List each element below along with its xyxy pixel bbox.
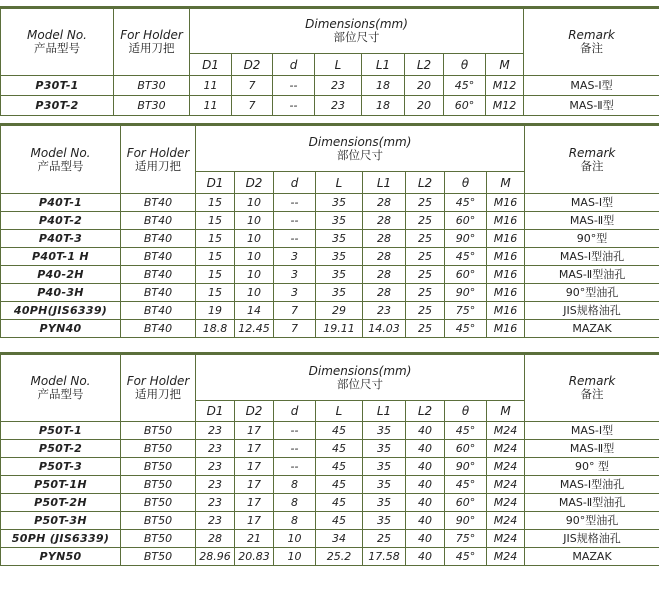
remark-header-zh: 备注	[580, 387, 604, 402]
m-cell: M24	[487, 476, 525, 494]
model-cell: PYN50	[1, 548, 121, 566]
d2-cell: 10	[235, 266, 274, 284]
l-cell: 29	[316, 302, 363, 320]
model-cell: 40PH(JIS6339)	[1, 302, 121, 320]
d1-cell: 23	[196, 458, 235, 476]
remark-cell: 90° 型	[525, 458, 659, 476]
theta-cell: 60°	[445, 212, 487, 230]
model-cell: P40-3H	[1, 284, 121, 302]
model-header-en: Model No.	[27, 28, 87, 43]
theta-cell: 45°	[445, 476, 487, 494]
l-cell: 45	[316, 476, 363, 494]
d2-cell: 17	[235, 512, 274, 530]
l1-cell: 14.03	[363, 320, 406, 338]
theta-cell: 60°	[445, 494, 487, 512]
remark-cell: 90°型油孔	[525, 512, 659, 530]
m-cell: M16	[487, 302, 525, 320]
table-row	[1, 76, 659, 96]
d1-cell: 15	[196, 266, 235, 284]
theta-cell: 45°	[444, 76, 486, 96]
remark-cell: MAS-Ⅱ型油孔	[525, 266, 659, 284]
model-cell: PYN40	[1, 320, 121, 338]
l-cell: 25.2	[316, 548, 363, 566]
m-cell: M12	[486, 76, 524, 96]
col-theta: θ	[445, 172, 487, 194]
col-m: M	[486, 54, 524, 76]
dimensions-header	[196, 125, 525, 172]
d1-cell: 28.96	[196, 548, 235, 566]
holder-cell: BT40	[121, 320, 196, 338]
holder-cell: BT40	[121, 248, 196, 266]
model-header	[1, 354, 121, 422]
remark-cell: 90°型	[525, 230, 659, 248]
d2-cell: 21	[235, 530, 274, 548]
holder-cell: BT50	[121, 476, 196, 494]
dimensions-header-zh: 部位尺寸	[337, 376, 384, 391]
remark-cell: MAS-Ⅰ型油孔	[525, 248, 659, 266]
model-cell: P50T-2H	[1, 494, 121, 512]
l2-cell: 20	[405, 76, 444, 96]
model-header	[1, 8, 114, 76]
m-cell: M16	[487, 194, 525, 212]
theta-cell: 90°	[445, 284, 487, 302]
l1-cell: 35	[363, 422, 406, 440]
d1-cell: 15	[196, 284, 235, 302]
table-row	[1, 548, 659, 566]
l-cell: 23	[315, 76, 362, 96]
remark-cell: MAS-Ⅰ型油孔	[525, 476, 659, 494]
d-cell: 3	[274, 284, 316, 302]
l2-cell: 40	[406, 440, 445, 458]
theta-cell: 75°	[445, 302, 487, 320]
d-cell: 3	[274, 248, 316, 266]
d1-cell: 23	[196, 512, 235, 530]
table-row	[1, 440, 659, 458]
d-cell: 8	[274, 494, 316, 512]
l-cell: 45	[316, 494, 363, 512]
model-cell: P50T-3	[1, 458, 121, 476]
col-d2: D2	[235, 401, 274, 422]
model-cell: 50PH (JIS6339)	[1, 530, 121, 548]
remark-header-zh: 备注	[580, 41, 604, 56]
remark-header	[524, 8, 659, 76]
d1-cell: 28	[196, 530, 235, 548]
l1-cell: 35	[363, 512, 406, 530]
col-l2: L2	[405, 54, 444, 76]
m-cell: M24	[487, 440, 525, 458]
l-cell: 35	[316, 194, 363, 212]
l1-cell: 35	[363, 476, 406, 494]
remark-header-en: Remark	[568, 374, 616, 389]
model-header	[1, 125, 121, 194]
table-row	[1, 320, 659, 338]
col-l2: L2	[406, 401, 445, 422]
holder-header	[121, 125, 196, 194]
l1-cell: 35	[363, 494, 406, 512]
model-cell: P50T-1H	[1, 476, 121, 494]
m-cell: M24	[487, 512, 525, 530]
l-cell: 35	[316, 284, 363, 302]
d1-cell: 15	[196, 212, 235, 230]
remark-header	[525, 354, 659, 422]
d1-cell: 15	[196, 248, 235, 266]
theta-cell: 90°	[445, 458, 487, 476]
table-row	[1, 302, 659, 320]
theta-cell: 60°	[445, 266, 487, 284]
holder-cell: BT50	[121, 458, 196, 476]
d-cell: 7	[274, 320, 316, 338]
d-cell: --	[274, 422, 316, 440]
col-theta: θ	[444, 54, 486, 76]
holder-cell: BT40	[121, 230, 196, 248]
col-d2: D2	[232, 54, 273, 76]
m-cell: M16	[487, 266, 525, 284]
model-cell: P50T-3H	[1, 512, 121, 530]
dimensions-header-zh: 部位尺寸	[337, 147, 384, 162]
d2-cell: 12.45	[235, 320, 274, 338]
holder-cell: BT50	[121, 422, 196, 440]
d1-cell: 19	[196, 302, 235, 320]
m-cell: M16	[487, 212, 525, 230]
l1-cell: 23	[363, 302, 406, 320]
d2-cell: 17	[235, 476, 274, 494]
d2-cell: 10	[235, 212, 274, 230]
m-cell: M16	[487, 284, 525, 302]
table-row	[1, 212, 659, 230]
d-cell: 7	[274, 302, 316, 320]
table-row	[1, 248, 659, 266]
model-cell: P50T-2	[1, 440, 121, 458]
d1-cell: 23	[196, 476, 235, 494]
d-cell: 3	[274, 266, 316, 284]
holder-header-en: For Holder	[126, 145, 190, 160]
l-cell: 19.11	[316, 320, 363, 338]
bt40-body	[1, 194, 659, 338]
m-cell: M24	[487, 458, 525, 476]
remark-cell: 90°型油孔	[525, 284, 659, 302]
holder-cell: BT30	[114, 96, 190, 116]
l-cell: 23	[315, 96, 362, 116]
remark-cell: JIS规格油孔	[525, 302, 659, 320]
l2-cell: 25	[406, 320, 445, 338]
l1-cell: 35	[363, 458, 406, 476]
d2-cell: 7	[232, 76, 273, 96]
remark-cell: MAS-Ⅱ型	[524, 96, 659, 116]
d1-cell: 23	[196, 494, 235, 512]
d2-cell: 20.83	[235, 548, 274, 566]
theta-cell: 75°	[445, 530, 487, 548]
col-l: L	[315, 54, 362, 76]
holder-header-en: For Holder	[120, 28, 183, 43]
l2-cell: 40	[406, 422, 445, 440]
l-cell: 34	[316, 530, 363, 548]
holder-header-en: For Holder	[126, 374, 190, 389]
m-cell: M24	[487, 530, 525, 548]
holder-cell: BT50	[121, 512, 196, 530]
table-row	[1, 458, 659, 476]
table-row	[1, 512, 659, 530]
m-cell: M24	[487, 548, 525, 566]
spec-table-bt40	[0, 123, 659, 338]
model-cell: P30T-2	[1, 96, 114, 116]
l1-cell: 18	[362, 96, 405, 116]
col-d1: D1	[196, 401, 235, 422]
theta-cell: 90°	[445, 512, 487, 530]
l2-cell: 40	[406, 494, 445, 512]
col-m: M	[487, 401, 525, 422]
dimensions-header-en: Dimensions(mm)	[305, 17, 408, 32]
theta-cell: 45°	[445, 248, 487, 266]
d2-cell: 10	[235, 230, 274, 248]
remark-header-en: Remark	[568, 28, 615, 43]
holder-header	[121, 354, 196, 422]
d1-cell: 15	[196, 194, 235, 212]
model-header-zh: 产品型号	[37, 387, 84, 402]
col-d: d	[273, 54, 315, 76]
remark-cell: MAS-Ⅰ型	[524, 76, 659, 96]
holder-cell: BT50	[121, 440, 196, 458]
d-cell: 8	[274, 512, 316, 530]
d-cell: --	[274, 440, 316, 458]
col-l2: L2	[406, 172, 445, 194]
holder-cell: BT40	[121, 266, 196, 284]
theta-cell: 45°	[445, 548, 487, 566]
l-cell: 35	[316, 248, 363, 266]
l2-cell: 25	[406, 266, 445, 284]
d-cell: 10	[274, 530, 316, 548]
remark-cell: MAZAK	[525, 548, 659, 566]
holder-cell: BT50	[121, 548, 196, 566]
l2-cell: 25	[406, 284, 445, 302]
l-cell: 45	[316, 422, 363, 440]
holder-header-zh: 适用刀把	[135, 158, 181, 173]
dimensions-header	[196, 354, 525, 401]
d-cell: --	[274, 194, 316, 212]
model-cell: P40-2H	[1, 266, 121, 284]
model-header-en: Model No.	[30, 145, 91, 160]
l1-cell: 28	[363, 266, 406, 284]
m-cell: M12	[486, 96, 524, 116]
col-l1: L1	[363, 401, 406, 422]
theta-cell: 45°	[445, 320, 487, 338]
col-d1: D1	[196, 172, 235, 194]
col-l: L	[316, 401, 363, 422]
l2-cell: 40	[406, 530, 445, 548]
bt50-body	[1, 422, 659, 566]
d-cell: --	[273, 96, 315, 116]
d2-cell: 17	[235, 422, 274, 440]
col-l1: L1	[363, 172, 406, 194]
l-cell: 45	[316, 458, 363, 476]
d1-cell: 23	[196, 422, 235, 440]
d-cell: --	[273, 76, 315, 96]
theta-cell: 60°	[445, 440, 487, 458]
model-header-zh: 产品型号	[37, 158, 84, 173]
d2-cell: 14	[235, 302, 274, 320]
theta-cell: 90°	[445, 230, 487, 248]
remark-cell: MAS-Ⅰ型	[525, 194, 659, 212]
col-theta: θ	[445, 401, 487, 422]
theta-cell: 45°	[445, 422, 487, 440]
l-cell: 35	[316, 266, 363, 284]
l2-cell: 25	[406, 230, 445, 248]
l1-cell: 17.58	[363, 548, 406, 566]
m-cell: M16	[487, 230, 525, 248]
holder-cell: BT40	[121, 284, 196, 302]
model-cell: P40T-3	[1, 230, 121, 248]
table-row	[1, 476, 659, 494]
col-d: d	[274, 172, 316, 194]
table-row	[1, 494, 659, 512]
l-cell: 35	[316, 230, 363, 248]
l1-cell: 28	[363, 212, 406, 230]
col-d2: D2	[235, 172, 274, 194]
l2-cell: 25	[406, 302, 445, 320]
table-row	[1, 530, 659, 548]
m-cell: M24	[487, 494, 525, 512]
holder-cell: BT40	[121, 212, 196, 230]
remark-cell: MAS-Ⅱ型	[525, 212, 659, 230]
d-cell: --	[274, 230, 316, 248]
dimensions-header	[190, 8, 524, 54]
d2-cell: 17	[235, 458, 274, 476]
holder-cell: BT30	[114, 76, 190, 96]
d2-cell: 17	[235, 494, 274, 512]
dimensions-header-zh: 部位尺寸	[333, 30, 380, 45]
m-cell: M16	[487, 248, 525, 266]
d2-cell: 10	[235, 194, 274, 212]
d-cell: 8	[274, 476, 316, 494]
l1-cell: 25	[363, 530, 406, 548]
d2-cell: 10	[235, 248, 274, 266]
col-l1: L1	[362, 54, 405, 76]
model-cell: P30T-1	[1, 76, 114, 96]
model-cell: P40T-1	[1, 194, 121, 212]
l1-cell: 28	[363, 194, 406, 212]
l1-cell: 28	[363, 284, 406, 302]
d2-cell: 17	[235, 440, 274, 458]
m-cell: M16	[487, 320, 525, 338]
theta-cell: 60°	[444, 96, 486, 116]
remark-header-zh: 备注	[580, 158, 604, 173]
l-cell: 35	[316, 212, 363, 230]
d1-cell: 11	[190, 76, 232, 96]
l2-cell: 25	[406, 194, 445, 212]
holder-header	[114, 8, 190, 76]
l2-cell: 20	[405, 96, 444, 116]
l2-cell: 40	[406, 512, 445, 530]
l1-cell: 35	[363, 440, 406, 458]
spec-table-bt30	[0, 6, 659, 116]
l2-cell: 40	[406, 458, 445, 476]
table-row	[1, 422, 659, 440]
col-d1: D1	[190, 54, 232, 76]
holder-cell: BT50	[121, 530, 196, 548]
l2-cell: 25	[406, 248, 445, 266]
holder-cell: BT50	[121, 494, 196, 512]
col-d: d	[274, 401, 316, 422]
d1-cell: 18.8	[196, 320, 235, 338]
table-row	[1, 194, 659, 212]
model-cell: P50T-1	[1, 422, 121, 440]
d2-cell: 7	[232, 96, 273, 116]
d-cell: --	[274, 458, 316, 476]
theta-cell: 45°	[445, 194, 487, 212]
remark-cell: MAS-Ⅱ型油孔	[525, 494, 659, 512]
spec-table-bt50	[0, 352, 659, 566]
l2-cell: 25	[406, 212, 445, 230]
holder-cell: BT40	[121, 194, 196, 212]
d2-cell: 10	[235, 284, 274, 302]
d1-cell: 11	[190, 96, 232, 116]
d-cell: 10	[274, 548, 316, 566]
holder-cell: BT40	[121, 302, 196, 320]
holder-header-zh: 适用刀把	[135, 387, 181, 402]
l-cell: 45	[316, 512, 363, 530]
table-row	[1, 266, 659, 284]
d1-cell: 23	[196, 440, 235, 458]
dimensions-header-en: Dimensions(mm)	[308, 134, 412, 149]
l2-cell: 40	[406, 476, 445, 494]
holder-header-zh: 适用刀把	[128, 41, 175, 56]
l1-cell: 18	[362, 76, 405, 96]
l-cell: 45	[316, 440, 363, 458]
table-row	[1, 96, 659, 116]
remark-cell: MAS-Ⅰ型	[525, 422, 659, 440]
remark-cell: MAS-Ⅱ型	[525, 440, 659, 458]
remark-cell: MAZAK	[525, 320, 659, 338]
model-cell: P40T-2	[1, 212, 121, 230]
d-cell: --	[274, 212, 316, 230]
m-cell: M24	[487, 422, 525, 440]
table-row	[1, 284, 659, 302]
col-l: L	[316, 172, 363, 194]
col-m: M	[487, 172, 525, 194]
model-cell: P40T-1 H	[1, 248, 121, 266]
table-row	[1, 230, 659, 248]
l1-cell: 28	[363, 230, 406, 248]
l2-cell: 40	[406, 548, 445, 566]
dimensions-header-en: Dimensions(mm)	[308, 363, 412, 378]
model-header-en: Model No.	[30, 374, 91, 389]
model-header-zh: 产品型号	[34, 41, 80, 56]
d1-cell: 15	[196, 230, 235, 248]
remark-cell: JIS规格油孔	[525, 530, 659, 548]
l1-cell: 28	[363, 248, 406, 266]
remark-header-en: Remark	[568, 145, 616, 160]
remark-header	[525, 125, 659, 194]
